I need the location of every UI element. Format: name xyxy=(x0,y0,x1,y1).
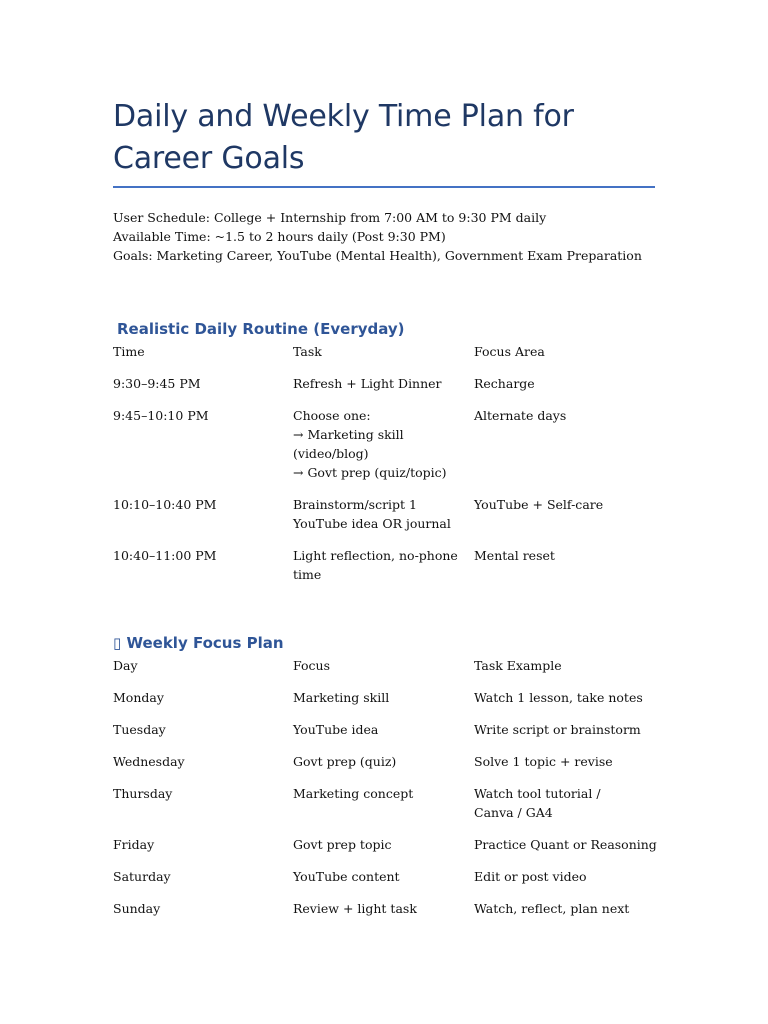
table-row xyxy=(113,899,658,918)
table-row xyxy=(113,688,658,707)
task-example-cell xyxy=(474,720,658,739)
intro-schedule: User Schedule: College + Internship from 7:00 AM to 9:30 PM daily xyxy=(113,210,547,225)
time-cell: 10:10–10:40 PM xyxy=(113,497,217,512)
header-task: Task xyxy=(293,344,322,359)
focus-area-cell xyxy=(474,406,658,482)
document-page xyxy=(113,96,658,931)
task-cell-line: time xyxy=(293,567,322,582)
table-row xyxy=(113,835,658,854)
task-cell-line: Brainstorm/script 1 xyxy=(293,497,418,512)
intro-goals: Goals: Marketing Career, YouTube (Mental Health), Government Exam Preparation xyxy=(113,248,642,263)
task-cell-line: YouTube idea OR journal xyxy=(293,516,451,531)
header-task-example: Task Example xyxy=(474,658,562,673)
task-example-cell xyxy=(474,835,658,854)
table-row xyxy=(113,546,658,584)
table-row xyxy=(113,867,658,886)
task-cell xyxy=(293,374,474,393)
task-cell-line: → Marketing skill xyxy=(293,427,404,442)
weekly-table-header xyxy=(113,656,658,675)
header-time: Time xyxy=(113,344,145,359)
focus-area-cell xyxy=(474,546,658,584)
table-row xyxy=(113,784,658,822)
focus-area-cell-line: YouTube + Self-care xyxy=(474,497,604,512)
task-cell-line: → Govt prep (quiz/topic) xyxy=(293,465,447,480)
document-title: Daily and Weekly Time Plan for Career Goals xyxy=(113,99,574,176)
day-cell: Saturday xyxy=(113,869,171,884)
task-example-cell-line: Watch tool tutorial / xyxy=(474,786,601,801)
focus-area-cell xyxy=(474,374,658,393)
focus-cell: YouTube content xyxy=(293,869,400,884)
task-example-cell-line: Edit or post video xyxy=(474,869,587,884)
time-cell: 9:30–9:45 PM xyxy=(113,376,201,391)
focus-cell: Review + light task xyxy=(293,901,417,916)
table-row xyxy=(113,374,658,393)
focus-area-cell xyxy=(474,495,658,533)
focus-area-cell-line: Recharge xyxy=(474,376,535,391)
task-cell-line: Light reflection, no-phone xyxy=(293,548,458,563)
task-example-cell xyxy=(474,867,658,886)
weekly-plan-table xyxy=(113,656,658,918)
focus-cell: Govt prep (quiz) xyxy=(293,754,397,769)
focus-cell: Marketing skill xyxy=(293,690,390,705)
task-cell-line: Choose one: xyxy=(293,408,371,423)
task-cell xyxy=(293,546,474,584)
daily-routine-heading: Realistic Daily Routine (Everyday) xyxy=(117,320,405,338)
title-underline xyxy=(113,186,655,188)
intro-block xyxy=(113,208,658,265)
day-cell: Wednesday xyxy=(113,754,185,769)
day-cell: Sunday xyxy=(113,901,161,916)
day-cell: Tuesday xyxy=(113,722,166,737)
table-row xyxy=(113,495,658,533)
time-cell: 9:45–10:10 PM xyxy=(113,408,209,423)
task-example-cell-line: Canva / GA4 xyxy=(474,805,553,820)
header-focus: Focus xyxy=(293,658,330,673)
time-cell: 10:40–11:00 PM xyxy=(113,548,217,563)
table-row xyxy=(113,752,658,771)
focus-cell: YouTube idea xyxy=(293,722,379,737)
task-example-cell-line: Solve 1 topic + revise xyxy=(474,754,613,769)
task-example-cell xyxy=(474,784,658,822)
task-example-cell xyxy=(474,688,658,707)
task-example-cell-line: Practice Quant or Reasoning xyxy=(474,837,657,852)
task-example-cell xyxy=(474,899,658,918)
daily-table-header xyxy=(113,342,658,361)
header-day: Day xyxy=(113,658,138,673)
table-row xyxy=(113,406,658,482)
task-example-cell-line: Write script or brainstorm xyxy=(474,722,641,737)
focus-area-cell-line: Alternate days xyxy=(474,408,567,423)
focus-cell: Govt prep topic xyxy=(293,837,392,852)
day-cell: Friday xyxy=(113,837,155,852)
task-cell xyxy=(293,495,474,533)
task-example-cell-line: Watch 1 lesson, take notes xyxy=(474,690,643,705)
task-example-cell-line: Watch, reflect, plan next xyxy=(474,901,630,916)
intro-available-time: Available Time: ~1.5 to 2 hours daily (Post 9:30 PM) xyxy=(113,229,446,244)
task-example-cell xyxy=(474,752,658,771)
header-focus-area: Focus Area xyxy=(474,344,545,359)
weekly-plan-heading: ▯ Weekly Focus Plan xyxy=(113,634,284,652)
task-cell xyxy=(293,406,474,482)
task-cell-line: (video/blog) xyxy=(293,446,369,461)
task-cell-line: Refresh + Light Dinner xyxy=(293,376,442,391)
daily-routine-table xyxy=(113,342,658,584)
focus-cell: Marketing concept xyxy=(293,786,414,801)
table-row xyxy=(113,720,658,739)
day-cell: Thursday xyxy=(113,786,173,801)
day-cell: Monday xyxy=(113,690,164,705)
focus-area-cell-line: Mental reset xyxy=(474,548,555,563)
